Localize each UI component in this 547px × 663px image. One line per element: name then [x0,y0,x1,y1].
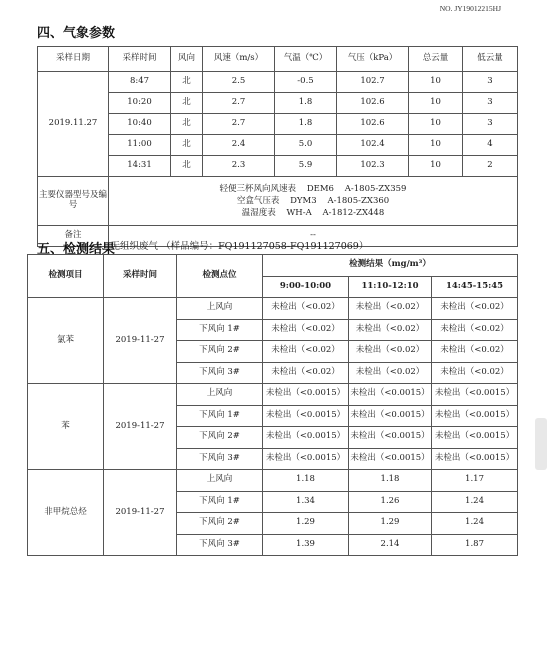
value-cell: 未检出（<0.0015） [349,427,432,449]
value-cell: 未检出（<0.02） [349,362,432,384]
value-cell: 1.17 [432,470,518,492]
header-cell: 风速（m/s） [203,47,275,72]
equipment-list [109,177,518,226]
section5-title: 五、检测结果 [37,242,116,257]
value-cell: 未检出（<0.02） [432,298,518,320]
value-cell: 1.24 [432,491,518,513]
equipment-line: 温湿度表 WH-A A-1812-ZX448 [241,208,385,219]
point-cell: 下风向 2# [177,427,263,449]
table-cell: 北 [171,93,203,114]
value-cell: 2.14 [349,534,432,556]
weather-row [38,93,518,114]
table-cell: 3 [463,114,518,135]
results-header-row [28,255,518,277]
equipment-label: 主要仪器型号及编号 [38,177,109,226]
item-date: 2019-11-27 [104,298,177,384]
value-cell: 未检出（<0.0015） [263,427,349,449]
weather-row [38,135,518,156]
value-cell: 未检出（<0.02） [349,298,432,320]
table-cell: 102.6 [337,114,409,135]
item-name: 氯苯 [28,298,104,384]
table-cell: 102.6 [337,93,409,114]
table-cell: 2.7 [203,114,275,135]
table-cell: 5.9 [275,156,337,177]
value-cell: 未检出（<0.0015） [432,427,518,449]
table-cell: 8:47 [109,72,171,93]
table-cell: 4 [463,135,518,156]
value-cell: 未检出（<0.02） [349,341,432,363]
point-cell: 下风向 3# [177,362,263,384]
value-cell: 1.39 [263,534,349,556]
value-cell: 未检出（<0.02） [263,362,349,384]
page-edge-seal-mark [535,418,547,470]
table-cell: 北 [171,156,203,177]
table-row [28,384,518,406]
section5-subtitle: 1、无组织废气 （样品编号：FQ191127058-FQ191127069） [95,241,369,252]
value-cell: 未检出（<0.02） [432,362,518,384]
value-cell: 1.29 [263,513,349,535]
value-cell: 未检出（<0.0015） [432,448,518,470]
table-cell: 102.4 [337,135,409,156]
table-cell: 10 [409,114,463,135]
header-cell: 气温（℃） [275,47,337,72]
header-cell: 气压（kPa） [337,47,409,72]
weather-row [38,72,518,93]
table-cell: 5.0 [275,135,337,156]
table-cell: 北 [171,114,203,135]
header-time: 采样时间 [104,255,177,298]
table-row [28,298,518,320]
value-cell: 未检出（<0.02） [349,319,432,341]
item-date: 2019-11-27 [104,384,177,470]
table-cell: 3 [463,72,518,93]
section4-title: 四、气象参数 [37,26,116,41]
weather-header-row [38,47,518,72]
weather-row [38,114,518,135]
table-cell: 102.7 [337,72,409,93]
table-cell: 10 [409,135,463,156]
point-cell: 下风向 3# [177,534,263,556]
table-cell: 10 [409,156,463,177]
header-cell: 低云量 [463,47,518,72]
value-cell: 未检出（<0.0015） [432,384,518,406]
table-cell: 10:40 [109,114,171,135]
weather-row [38,156,518,177]
header-point: 检测点位 [177,255,263,298]
value-cell: 未检出（<0.0015） [263,384,349,406]
point-cell: 下风向 1# [177,319,263,341]
remark-label: 备注 [38,226,109,247]
point-cell: 下风向 1# [177,491,263,513]
header-item: 检测项目 [28,255,104,298]
item-date: 2019-11-27 [104,470,177,556]
table-cell: 10 [409,93,463,114]
value-cell: 未检出（<0.02） [263,341,349,363]
table-cell: -0.5 [275,72,337,93]
table-cell: 10:20 [109,93,171,114]
item-name: 非甲烷总烃 [28,470,104,556]
table-cell: 1.8 [275,93,337,114]
value-cell: 1.29 [349,513,432,535]
remark-value: -- [109,226,518,247]
point-cell: 上风向 [177,298,263,320]
value-cell: 未检出（<0.0015） [349,448,432,470]
value-cell: 1.18 [349,470,432,492]
value-cell: 1.18 [263,470,349,492]
value-cell: 1.87 [432,534,518,556]
point-cell: 下风向 1# [177,405,263,427]
header-result: 检测结果（mg/m³） [263,255,518,277]
header-period: 11:10-12:10 [349,276,432,298]
table-cell: 3 [463,93,518,114]
table-cell: 14:31 [109,156,171,177]
equipment-row [38,177,518,226]
header-period: 14:45-15:45 [432,276,518,298]
value-cell: 未检出（<0.0015） [263,448,349,470]
value-cell: 1.34 [263,491,349,513]
table-cell: 102.3 [337,156,409,177]
header-period: 9:00-10:00 [263,276,349,298]
table-cell: 11:00 [109,135,171,156]
table-cell: 北 [171,135,203,156]
equipment-line: 空盒气压表 DYM3 A-1805-ZX360 [236,195,390,206]
value-cell: 未检出（<0.0015） [432,405,518,427]
table-cell: 2 [463,156,518,177]
equipment-line: 轻便三杯风向风速表 DEM6 A-1805-ZX359 [219,183,407,194]
table-cell: 10 [409,72,463,93]
value-cell: 未检出（<0.0015） [263,405,349,427]
point-cell: 下风向 2# [177,513,263,535]
value-cell: 未检出（<0.0015） [349,405,432,427]
value-cell: 未检出（<0.0015） [349,384,432,406]
document-number: NO. JY19012215HJ [439,4,501,13]
table-cell: 2.7 [203,93,275,114]
header-cell: 采样日期 [38,47,109,72]
header-cell: 总云量 [409,47,463,72]
detection-results-table [27,254,518,556]
point-cell: 下风向 3# [177,448,263,470]
value-cell: 1.24 [432,513,518,535]
value-cell: 未检出（<0.02） [263,319,349,341]
point-cell: 下风向 2# [177,341,263,363]
table-cell: 2.4 [203,135,275,156]
header-cell: 风向 [171,47,203,72]
table-cell: 北 [171,72,203,93]
table-cell: 2.5 [203,72,275,93]
table-cell: 1.8 [275,114,337,135]
value-cell: 未检出（<0.02） [263,298,349,320]
value-cell: 未检出（<0.02） [432,341,518,363]
point-cell: 上风向 [177,384,263,406]
value-cell: 1.26 [349,491,432,513]
table-cell: 2.3 [203,156,275,177]
item-name: 苯 [28,384,104,470]
table-row [28,470,518,492]
weather-parameters-table [37,46,518,247]
sampling-date: 2019.11.27 [38,72,109,177]
value-cell: 未检出（<0.02） [432,319,518,341]
header-cell: 采样时间 [109,47,171,72]
point-cell: 上风向 [177,470,263,492]
